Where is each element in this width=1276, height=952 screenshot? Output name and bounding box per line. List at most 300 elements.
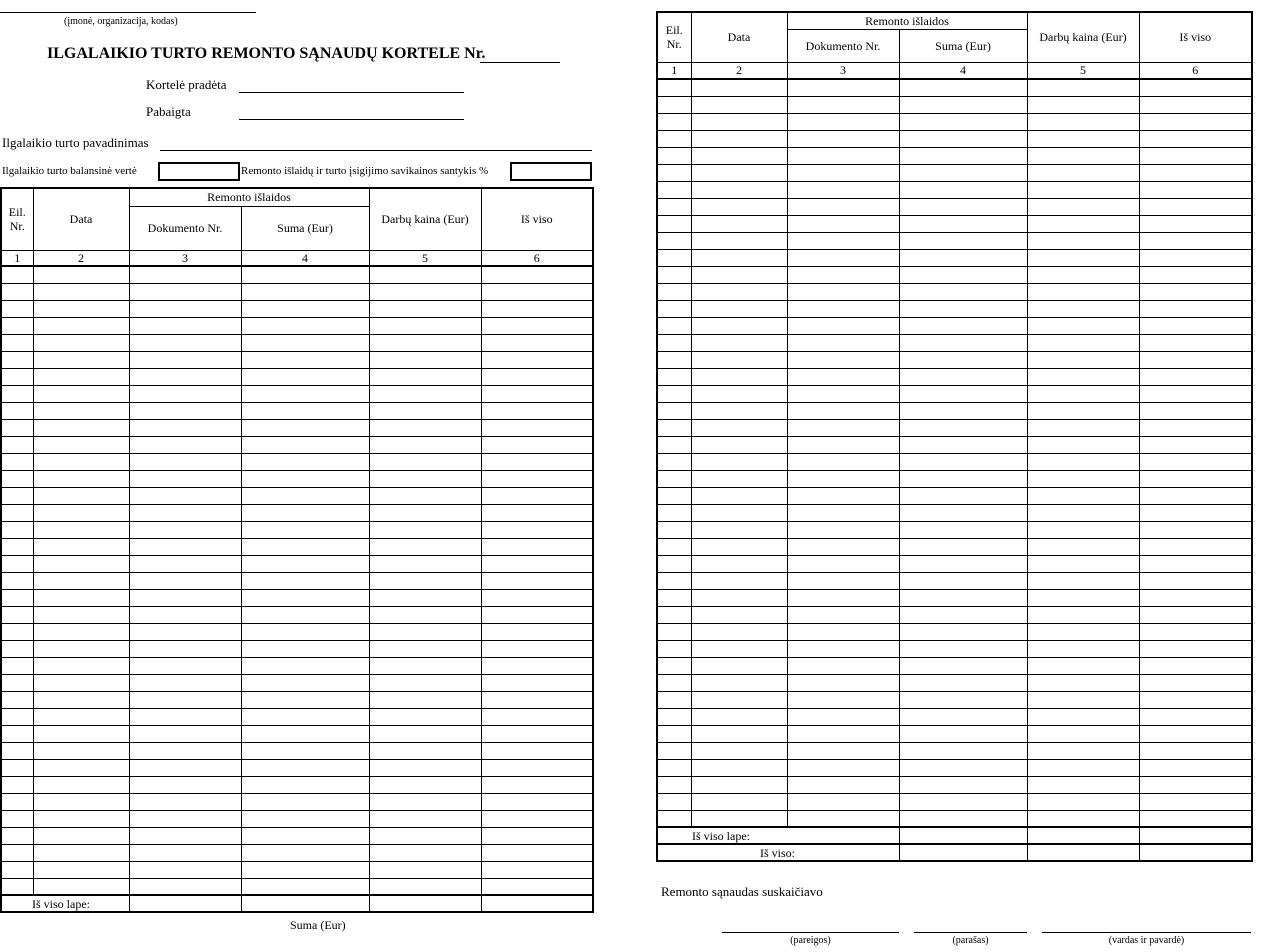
entry-cell[interactable] xyxy=(481,572,593,589)
entry-cell[interactable] xyxy=(1139,589,1252,606)
entry-cell[interactable] xyxy=(33,606,129,623)
entry-cell[interactable] xyxy=(787,504,899,521)
name-field[interactable] xyxy=(1042,932,1251,933)
entry-cell[interactable] xyxy=(241,691,369,708)
entry-cell[interactable] xyxy=(1,283,33,300)
entry-cell[interactable] xyxy=(369,283,481,300)
entry-cell[interactable] xyxy=(129,453,241,470)
entry-cell[interactable] xyxy=(369,300,481,317)
entry-cell[interactable] xyxy=(1,589,33,606)
entry-cell[interactable] xyxy=(33,334,129,351)
entry-cell[interactable] xyxy=(369,419,481,436)
entry-cell[interactable] xyxy=(1139,623,1252,640)
entry-cell[interactable] xyxy=(1139,385,1252,402)
entry-cell[interactable] xyxy=(33,623,129,640)
entry-cell[interactable] xyxy=(369,844,481,861)
entry-cell[interactable] xyxy=(787,283,899,300)
entry-cell[interactable] xyxy=(691,453,787,470)
entry-cell[interactable] xyxy=(241,368,369,385)
entry-cell[interactable] xyxy=(899,623,1027,640)
entry-cell[interactable] xyxy=(691,198,787,215)
entry-cell[interactable] xyxy=(481,317,593,334)
entry-cell[interactable] xyxy=(369,878,481,895)
entry-cell[interactable] xyxy=(369,691,481,708)
entry-cell[interactable] xyxy=(1139,742,1252,759)
entry-cell[interactable] xyxy=(129,351,241,368)
entry-cell[interactable] xyxy=(241,487,369,504)
entry-cell[interactable] xyxy=(369,368,481,385)
entry-cell[interactable] xyxy=(481,776,593,793)
entry-cell[interactable] xyxy=(1,351,33,368)
entry-cell[interactable] xyxy=(481,844,593,861)
entry-cell[interactable] xyxy=(657,300,691,317)
entry-cell[interactable] xyxy=(33,521,129,538)
entry-cell[interactable] xyxy=(241,674,369,691)
entry-cell[interactable] xyxy=(481,555,593,572)
total-cell[interactable] xyxy=(1027,827,1139,844)
entry-cell[interactable] xyxy=(691,96,787,113)
entry-cell[interactable] xyxy=(691,215,787,232)
entry-cell[interactable] xyxy=(33,793,129,810)
entry-cell[interactable] xyxy=(657,147,691,164)
entry-cell[interactable] xyxy=(1027,368,1139,385)
entry-cell[interactable] xyxy=(899,164,1027,181)
entry-cell[interactable] xyxy=(481,334,593,351)
entry-cell[interactable] xyxy=(657,453,691,470)
entry-cell[interactable] xyxy=(1027,436,1139,453)
entry-cell[interactable] xyxy=(241,436,369,453)
entry-cell[interactable] xyxy=(481,300,593,317)
asset-name-field[interactable] xyxy=(160,150,592,151)
entry-cell[interactable] xyxy=(1139,521,1252,538)
entry-cell[interactable] xyxy=(481,827,593,844)
entry-cell[interactable] xyxy=(129,521,241,538)
entry-cell[interactable] xyxy=(129,385,241,402)
entry-cell[interactable] xyxy=(657,266,691,283)
entry-cell[interactable] xyxy=(899,691,1027,708)
total-cell[interactable] xyxy=(1139,844,1252,861)
entry-cell[interactable] xyxy=(33,827,129,844)
entry-cell[interactable] xyxy=(1027,640,1139,657)
entry-cell[interactable] xyxy=(369,385,481,402)
entry-cell[interactable] xyxy=(1027,130,1139,147)
entry-cell[interactable] xyxy=(787,130,899,147)
entry-cell[interactable] xyxy=(481,538,593,555)
entry-cell[interactable] xyxy=(33,351,129,368)
entry-cell[interactable] xyxy=(129,589,241,606)
entry-cell[interactable] xyxy=(1027,759,1139,776)
entry-cell[interactable] xyxy=(1139,300,1252,317)
entry-cell[interactable] xyxy=(1,640,33,657)
entry-cell[interactable] xyxy=(1,674,33,691)
entry-cell[interactable] xyxy=(691,181,787,198)
entry-cell[interactable] xyxy=(129,776,241,793)
entry-cell[interactable] xyxy=(1027,249,1139,266)
entry-cell[interactable] xyxy=(241,300,369,317)
entry-cell[interactable] xyxy=(787,113,899,130)
entry-cell[interactable] xyxy=(129,606,241,623)
entry-cell[interactable] xyxy=(33,419,129,436)
entry-cell[interactable] xyxy=(691,436,787,453)
entry-cell[interactable] xyxy=(241,334,369,351)
entry-cell[interactable] xyxy=(691,232,787,249)
entry-cell[interactable] xyxy=(1139,79,1252,96)
entry-cell[interactable] xyxy=(899,402,1027,419)
entry-cell[interactable] xyxy=(1027,164,1139,181)
entry-cell[interactable] xyxy=(691,742,787,759)
entry-cell[interactable] xyxy=(1,453,33,470)
entry-cell[interactable] xyxy=(787,674,899,691)
entry-cell[interactable] xyxy=(241,623,369,640)
entry-cell[interactable] xyxy=(1,606,33,623)
entry-cell[interactable] xyxy=(899,793,1027,810)
entry-cell[interactable] xyxy=(481,878,593,895)
entry-cell[interactable] xyxy=(1027,300,1139,317)
entry-cell[interactable] xyxy=(1139,317,1252,334)
entry-cell[interactable] xyxy=(241,266,369,283)
entry-cell[interactable] xyxy=(129,504,241,521)
entry-cell[interactable] xyxy=(369,827,481,844)
entry-cell[interactable] xyxy=(657,113,691,130)
entry-cell[interactable] xyxy=(1139,776,1252,793)
balance-value-field[interactable] xyxy=(158,162,240,181)
entry-cell[interactable] xyxy=(1139,266,1252,283)
entry-cell[interactable] xyxy=(129,470,241,487)
entry-cell[interactable] xyxy=(481,674,593,691)
position-field[interactable] xyxy=(722,932,899,933)
entry-cell[interactable] xyxy=(899,810,1027,827)
entry-cell[interactable] xyxy=(691,793,787,810)
entry-cell[interactable] xyxy=(481,589,593,606)
entry-cell[interactable] xyxy=(129,861,241,878)
entry-cell[interactable] xyxy=(1139,113,1252,130)
entry-cell[interactable] xyxy=(481,453,593,470)
entry-cell[interactable] xyxy=(1,759,33,776)
entry-cell[interactable] xyxy=(1139,606,1252,623)
entry-cell[interactable] xyxy=(241,759,369,776)
total-cell[interactable] xyxy=(129,895,241,912)
entry-cell[interactable] xyxy=(33,266,129,283)
entry-cell[interactable] xyxy=(1,487,33,504)
entry-cell[interactable] xyxy=(241,470,369,487)
entry-cell[interactable] xyxy=(691,385,787,402)
entry-cell[interactable] xyxy=(129,317,241,334)
entry-cell[interactable] xyxy=(129,572,241,589)
entry-cell[interactable] xyxy=(1027,113,1139,130)
entry-cell[interactable] xyxy=(657,589,691,606)
entry-cell[interactable] xyxy=(657,79,691,96)
entry-cell[interactable] xyxy=(33,436,129,453)
entry-cell[interactable] xyxy=(691,759,787,776)
entry-cell[interactable] xyxy=(481,623,593,640)
entry-cell[interactable] xyxy=(787,640,899,657)
entry-cell[interactable] xyxy=(1139,215,1252,232)
entry-cell[interactable] xyxy=(787,623,899,640)
entry-cell[interactable] xyxy=(33,368,129,385)
entry-cell[interactable] xyxy=(691,470,787,487)
entry-cell[interactable] xyxy=(1139,555,1252,572)
entry-cell[interactable] xyxy=(1027,215,1139,232)
entry-cell[interactable] xyxy=(787,793,899,810)
entry-cell[interactable] xyxy=(1139,504,1252,521)
entry-cell[interactable] xyxy=(1,300,33,317)
entry-cell[interactable] xyxy=(787,215,899,232)
entry-cell[interactable] xyxy=(1027,776,1139,793)
entry-cell[interactable] xyxy=(1027,793,1139,810)
entry-cell[interactable] xyxy=(33,538,129,555)
entry-cell[interactable] xyxy=(899,351,1027,368)
entry-cell[interactable] xyxy=(787,810,899,827)
entry-cell[interactable] xyxy=(481,691,593,708)
entry-cell[interactable] xyxy=(369,742,481,759)
entry-cell[interactable] xyxy=(369,759,481,776)
entry-cell[interactable] xyxy=(1139,725,1252,742)
entry-cell[interactable] xyxy=(657,419,691,436)
entry-cell[interactable] xyxy=(369,776,481,793)
entry-cell[interactable] xyxy=(787,368,899,385)
entry-cell[interactable] xyxy=(481,402,593,419)
entry-cell[interactable] xyxy=(657,385,691,402)
entry-cell[interactable] xyxy=(1027,623,1139,640)
entry-cell[interactable] xyxy=(1,844,33,861)
entry-cell[interactable] xyxy=(129,657,241,674)
entry-cell[interactable] xyxy=(1139,368,1252,385)
entry-cell[interactable] xyxy=(33,844,129,861)
total-cell[interactable] xyxy=(1027,844,1139,861)
entry-cell[interactable] xyxy=(1,878,33,895)
entry-cell[interactable] xyxy=(899,368,1027,385)
entry-cell[interactable] xyxy=(657,283,691,300)
entry-cell[interactable] xyxy=(657,708,691,725)
entry-cell[interactable] xyxy=(691,606,787,623)
entry-cell[interactable] xyxy=(129,691,241,708)
entry-cell[interactable] xyxy=(241,283,369,300)
entry-cell[interactable] xyxy=(369,470,481,487)
entry-cell[interactable] xyxy=(481,436,593,453)
entry-cell[interactable] xyxy=(657,572,691,589)
entry-cell[interactable] xyxy=(657,776,691,793)
entry-cell[interactable] xyxy=(691,402,787,419)
entry-cell[interactable] xyxy=(899,232,1027,249)
entry-cell[interactable] xyxy=(899,147,1027,164)
ratio-field[interactable] xyxy=(510,162,592,181)
entry-cell[interactable] xyxy=(241,538,369,555)
entry-cell[interactable] xyxy=(787,572,899,589)
entry-cell[interactable] xyxy=(787,759,899,776)
entry-cell[interactable] xyxy=(33,402,129,419)
entry-cell[interactable] xyxy=(691,317,787,334)
entry-cell[interactable] xyxy=(1027,453,1139,470)
entry-cell[interactable] xyxy=(481,283,593,300)
card-started-field[interactable] xyxy=(239,92,464,93)
entry-cell[interactable] xyxy=(481,657,593,674)
entry-cell[interactable] xyxy=(369,606,481,623)
entry-cell[interactable] xyxy=(1027,334,1139,351)
entry-cell[interactable] xyxy=(899,725,1027,742)
entry-cell[interactable] xyxy=(787,708,899,725)
entry-cell[interactable] xyxy=(33,861,129,878)
entry-cell[interactable] xyxy=(899,419,1027,436)
entry-cell[interactable] xyxy=(33,708,129,725)
entry-cell[interactable] xyxy=(1139,419,1252,436)
entry-cell[interactable] xyxy=(241,589,369,606)
entry-cell[interactable] xyxy=(369,725,481,742)
entry-cell[interactable] xyxy=(657,793,691,810)
entry-cell[interactable] xyxy=(481,708,593,725)
entry-cell[interactable] xyxy=(481,861,593,878)
entry-cell[interactable] xyxy=(369,487,481,504)
entry-cell[interactable] xyxy=(1139,249,1252,266)
entry-cell[interactable] xyxy=(1,776,33,793)
entry-cell[interactable] xyxy=(33,300,129,317)
entry-cell[interactable] xyxy=(1027,708,1139,725)
entry-cell[interactable] xyxy=(241,572,369,589)
entry-cell[interactable] xyxy=(241,708,369,725)
entry-cell[interactable] xyxy=(657,164,691,181)
entry-cell[interactable] xyxy=(129,538,241,555)
entry-cell[interactable] xyxy=(657,402,691,419)
entry-cell[interactable] xyxy=(1139,334,1252,351)
entry-cell[interactable] xyxy=(657,691,691,708)
entry-cell[interactable] xyxy=(787,300,899,317)
entry-cell[interactable] xyxy=(1027,521,1139,538)
entry-cell[interactable] xyxy=(1027,419,1139,436)
entry-cell[interactable] xyxy=(691,283,787,300)
entry-cell[interactable] xyxy=(691,589,787,606)
entry-cell[interactable] xyxy=(1027,691,1139,708)
entry-cell[interactable] xyxy=(657,504,691,521)
entry-cell[interactable] xyxy=(787,147,899,164)
entry-cell[interactable] xyxy=(129,266,241,283)
entry-cell[interactable] xyxy=(369,793,481,810)
entry-cell[interactable] xyxy=(241,453,369,470)
entry-cell[interactable] xyxy=(33,555,129,572)
entry-cell[interactable] xyxy=(691,521,787,538)
entry-cell[interactable] xyxy=(1027,487,1139,504)
entry-cell[interactable] xyxy=(481,266,593,283)
entry-cell[interactable] xyxy=(481,725,593,742)
entry-cell[interactable] xyxy=(657,96,691,113)
entry-cell[interactable] xyxy=(1139,453,1252,470)
entry-cell[interactable] xyxy=(241,521,369,538)
entry-cell[interactable] xyxy=(657,181,691,198)
entry-cell[interactable] xyxy=(899,470,1027,487)
entry-cell[interactable] xyxy=(481,419,593,436)
entry-cell[interactable] xyxy=(899,385,1027,402)
entry-cell[interactable] xyxy=(899,674,1027,691)
entry-cell[interactable] xyxy=(241,351,369,368)
entry-cell[interactable] xyxy=(657,130,691,147)
entry-cell[interactable] xyxy=(33,742,129,759)
entry-cell[interactable] xyxy=(787,334,899,351)
entry-cell[interactable] xyxy=(657,759,691,776)
entry-cell[interactable] xyxy=(657,538,691,555)
entry-cell[interactable] xyxy=(787,385,899,402)
entry-cell[interactable] xyxy=(1027,725,1139,742)
entry-cell[interactable] xyxy=(481,759,593,776)
entry-cell[interactable] xyxy=(33,470,129,487)
entry-cell[interactable] xyxy=(691,334,787,351)
entry-cell[interactable] xyxy=(691,130,787,147)
entry-cell[interactable] xyxy=(369,453,481,470)
entry-cell[interactable] xyxy=(241,844,369,861)
entry-cell[interactable] xyxy=(691,147,787,164)
entry-cell[interactable] xyxy=(691,351,787,368)
entry-cell[interactable] xyxy=(787,487,899,504)
entry-cell[interactable] xyxy=(1,402,33,419)
entry-cell[interactable] xyxy=(1027,198,1139,215)
entry-cell[interactable] xyxy=(1027,555,1139,572)
entry-cell[interactable] xyxy=(1,555,33,572)
entry-cell[interactable] xyxy=(481,521,593,538)
entry-cell[interactable] xyxy=(899,130,1027,147)
entry-cell[interactable] xyxy=(481,606,593,623)
entry-cell[interactable] xyxy=(481,368,593,385)
entry-cell[interactable] xyxy=(369,351,481,368)
entry-cell[interactable] xyxy=(1,827,33,844)
entry-cell[interactable] xyxy=(899,198,1027,215)
entry-cell[interactable] xyxy=(787,351,899,368)
entry-cell[interactable] xyxy=(787,317,899,334)
entry-cell[interactable] xyxy=(129,436,241,453)
entry-cell[interactable] xyxy=(1,419,33,436)
entry-cell[interactable] xyxy=(33,691,129,708)
entry-cell[interactable] xyxy=(1,334,33,351)
entry-cell[interactable] xyxy=(1139,657,1252,674)
entry-cell[interactable] xyxy=(369,521,481,538)
card-number-field[interactable] xyxy=(480,62,560,63)
entry-cell[interactable] xyxy=(787,589,899,606)
entry-cell[interactable] xyxy=(657,215,691,232)
entry-cell[interactable] xyxy=(1027,181,1139,198)
entry-cell[interactable] xyxy=(787,266,899,283)
entry-cell[interactable] xyxy=(241,725,369,742)
entry-cell[interactable] xyxy=(481,351,593,368)
entry-cell[interactable] xyxy=(1,436,33,453)
entry-cell[interactable] xyxy=(1027,538,1139,555)
entry-cell[interactable] xyxy=(899,742,1027,759)
entry-cell[interactable] xyxy=(33,810,129,827)
entry-cell[interactable] xyxy=(1,810,33,827)
entry-cell[interactable] xyxy=(899,317,1027,334)
entry-cell[interactable] xyxy=(899,538,1027,555)
entry-cell[interactable] xyxy=(899,113,1027,130)
entry-cell[interactable] xyxy=(241,504,369,521)
total-cell[interactable] xyxy=(899,827,1027,844)
entry-cell[interactable] xyxy=(1027,232,1139,249)
entry-cell[interactable] xyxy=(787,521,899,538)
entry-cell[interactable] xyxy=(899,249,1027,266)
entry-cell[interactable] xyxy=(129,810,241,827)
entry-cell[interactable] xyxy=(481,640,593,657)
entry-cell[interactable] xyxy=(787,657,899,674)
entry-cell[interactable] xyxy=(691,623,787,640)
entry-cell[interactable] xyxy=(33,674,129,691)
entry-cell[interactable] xyxy=(369,334,481,351)
entry-cell[interactable] xyxy=(369,640,481,657)
entry-cell[interactable] xyxy=(1139,691,1252,708)
entry-cell[interactable] xyxy=(899,181,1027,198)
entry-cell[interactable] xyxy=(1027,385,1139,402)
entry-cell[interactable] xyxy=(1139,674,1252,691)
entry-cell[interactable] xyxy=(33,725,129,742)
entry-cell[interactable] xyxy=(691,79,787,96)
entry-cell[interactable] xyxy=(1139,164,1252,181)
entry-cell[interactable] xyxy=(787,470,899,487)
entry-cell[interactable] xyxy=(33,640,129,657)
entry-cell[interactable] xyxy=(691,572,787,589)
entry-cell[interactable] xyxy=(241,402,369,419)
